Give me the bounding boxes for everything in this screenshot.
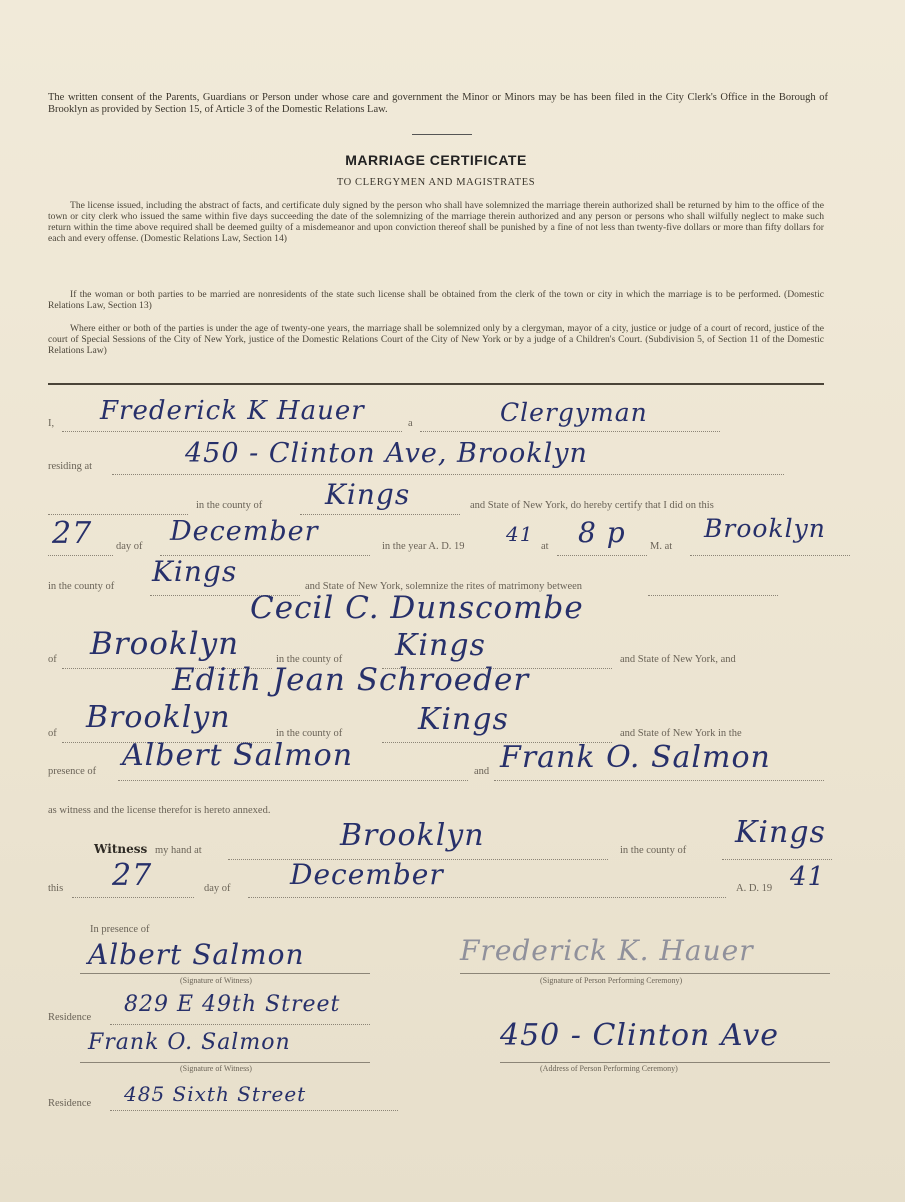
label-ad19: A. D. 19 <box>736 883 773 894</box>
label-day-of-2: day of <box>204 883 231 894</box>
line-sig-performer <box>460 973 830 974</box>
line-witness2 <box>494 780 824 781</box>
paragraph-age-rule: Where either or both of the parties is under the age of twenty-one years, the marriage shall be solemnized only by a clergyman, mayor of a city, justice or judge of a court of record, justice of the court of Special Sessions of the City of New York, justice of the Domestic Relations Court of the City of New York or by a judge of a Children's Court. (Subdivision 5, of Section 11 of the Domestic Relations Law) <box>48 323 824 356</box>
witness-county: Kings <box>735 815 826 850</box>
signature-witness-2: Frank O. Salmon <box>88 1030 291 1055</box>
bride-name: Edith Jean Schroeder <box>172 662 530 698</box>
label-at: at <box>541 541 549 552</box>
bride-county: Kings <box>418 702 509 737</box>
line-month2 <box>248 897 726 898</box>
label-this: this <box>48 883 64 894</box>
residence-witness-1: 829 E 49th Street <box>124 992 341 1017</box>
groom-county: Kings <box>395 628 486 663</box>
label-of-2: of <box>48 728 57 739</box>
label-residing-at: residing at <box>48 461 93 472</box>
line-sig-witness2 <box>80 1062 370 1063</box>
line-performer-address <box>500 1062 830 1063</box>
label-in-county-2: in the county of <box>48 581 115 592</box>
officiant-name: Frederick K Hauer <box>100 396 365 426</box>
label-state-certify: and State of New York, do hereby certify that I did on this <box>470 500 714 511</box>
caption-sig-witness-2: (Signature of Witness) <box>180 1064 252 1073</box>
ceremony-year: 41 <box>506 522 534 546</box>
certify-month: December <box>290 858 444 891</box>
line-residence-1 <box>110 1024 370 1025</box>
witness-2-name: Frank O. Salmon <box>500 740 771 775</box>
line-between <box>648 595 778 596</box>
label-residence-1: Residence <box>48 1012 92 1023</box>
label-in-county-3: in the county of <box>276 654 343 665</box>
ceremony-hour: 8 p <box>578 516 626 549</box>
signature-witness-1: Albert Salmon <box>88 938 305 971</box>
label-a: a <box>408 418 413 429</box>
line-day2 <box>72 897 194 898</box>
label-presence-of: presence of <box>48 766 97 777</box>
ceremony-month: December <box>170 516 319 547</box>
label-i: I, <box>48 418 55 429</box>
ceremony-place: Brooklyn <box>704 514 826 543</box>
caption-sig-performer: (Signature of Person Performing Ceremony) <box>540 976 683 985</box>
line-sig-witness1 <box>80 973 370 974</box>
bride-city: Brooklyn <box>86 700 231 735</box>
groom-city: Brooklyn <box>90 626 240 662</box>
line-title <box>420 431 720 432</box>
label-as-witness: as witness and the license therefor is hereto annexed. <box>48 805 271 816</box>
line-residence <box>112 474 784 475</box>
label-in-county-1: in the county of <box>196 500 263 511</box>
header-rule <box>412 134 472 135</box>
performer-address: 450 - Clinton Ave <box>500 1018 780 1053</box>
line-witness1 <box>118 780 468 781</box>
paragraph-return-rule: The license issued, including the abstract of facts, and certificate duly signed by the person who shall have solemnized the marriage therein authorized shall be returned by him to the office of the town or city clerk who issued the same within five days succeeding the date of the solemnizing of the marriage therein authorized and any person or persons who shall wilfully neglect to make such return within the time above required shall be deemed guilty of a misdemeanor and upon conviction thereof shall be punished by a fine of not less than twenty-five dollars or more than fifty dollars for each and every offense. (Domestic Relations Law, Section 14) <box>48 200 824 244</box>
county-2: Kings <box>152 555 238 588</box>
label-my-hand-at: my hand at <box>155 845 202 856</box>
certificate-title: MARRIAGE CERTIFICATE <box>345 152 527 168</box>
label-m-at: M. at <box>650 541 673 552</box>
label-witness-word: Witness <box>94 842 148 856</box>
label-of-1: of <box>48 654 57 665</box>
label-and: and <box>474 766 490 777</box>
certificate-subtitle: TO CLERGYMEN AND MAGISTRATES <box>336 177 536 188</box>
ceremony-day: 27 <box>52 516 93 551</box>
section-divider <box>48 383 824 385</box>
line-witness-county <box>722 859 832 860</box>
groom-name: Cecil C. Dunscombe <box>250 590 584 626</box>
line-time <box>557 555 647 556</box>
line-officiant <box>62 431 402 432</box>
label-in-county-5: in the county of <box>620 845 687 856</box>
label-solemnize: and State of New York, solemnize the rites of matrimony between <box>305 581 583 592</box>
signature-performer: Frederick K. Hauer <box>460 934 754 967</box>
witness-1-name: Albert Salmon <box>122 738 354 773</box>
certify-year: 41 <box>790 862 826 892</box>
paragraph-nonresidents: If the woman or both parties to be married are nonresidents of the state such license shall be obtained from the clerk of the town or city in which the marriage is to be performed. (Domestic Relations Law, Section 13) <box>48 289 824 311</box>
label-in-presence-of: In presence of <box>90 924 150 935</box>
county-1: Kings <box>325 478 411 511</box>
witness-place: Brooklyn <box>340 818 485 853</box>
line-day <box>48 555 113 556</box>
line-county1 <box>300 514 460 515</box>
caption-performer-address: (Address of Person Performing Ceremony) <box>540 1064 678 1073</box>
line-residence-2 <box>110 1110 398 1111</box>
certify-day: 27 <box>112 858 153 893</box>
consent-text: The written consent of the Parents, Guardians or Person under whose care and government the Minor or Minors may be has been filed in the City Clerk's Office in the Borough of Brooklyn as provided by Section 15, of Article 3 of the Domestic Relations Law. <box>48 92 828 115</box>
label-state-and: and State of New York, and <box>620 654 736 665</box>
residence-witness-2: 485 Sixth Street <box>124 1082 307 1106</box>
label-in-year: in the year A. D. 19 <box>382 541 465 552</box>
label-in-county-4: in the county of <box>276 728 343 739</box>
label-state-in-the: and State of New York in the <box>620 728 742 739</box>
line-blank-pre <box>48 514 188 515</box>
label-residence-2: Residence <box>48 1098 92 1109</box>
caption-sig-witness-1: (Signature of Witness) <box>180 976 252 985</box>
label-day-of: day of <box>116 541 143 552</box>
line-place <box>690 555 850 556</box>
officiant-title: Clergyman <box>500 398 648 427</box>
officiant-residence: 450 - Clinton Ave, Brooklyn <box>185 438 588 469</box>
